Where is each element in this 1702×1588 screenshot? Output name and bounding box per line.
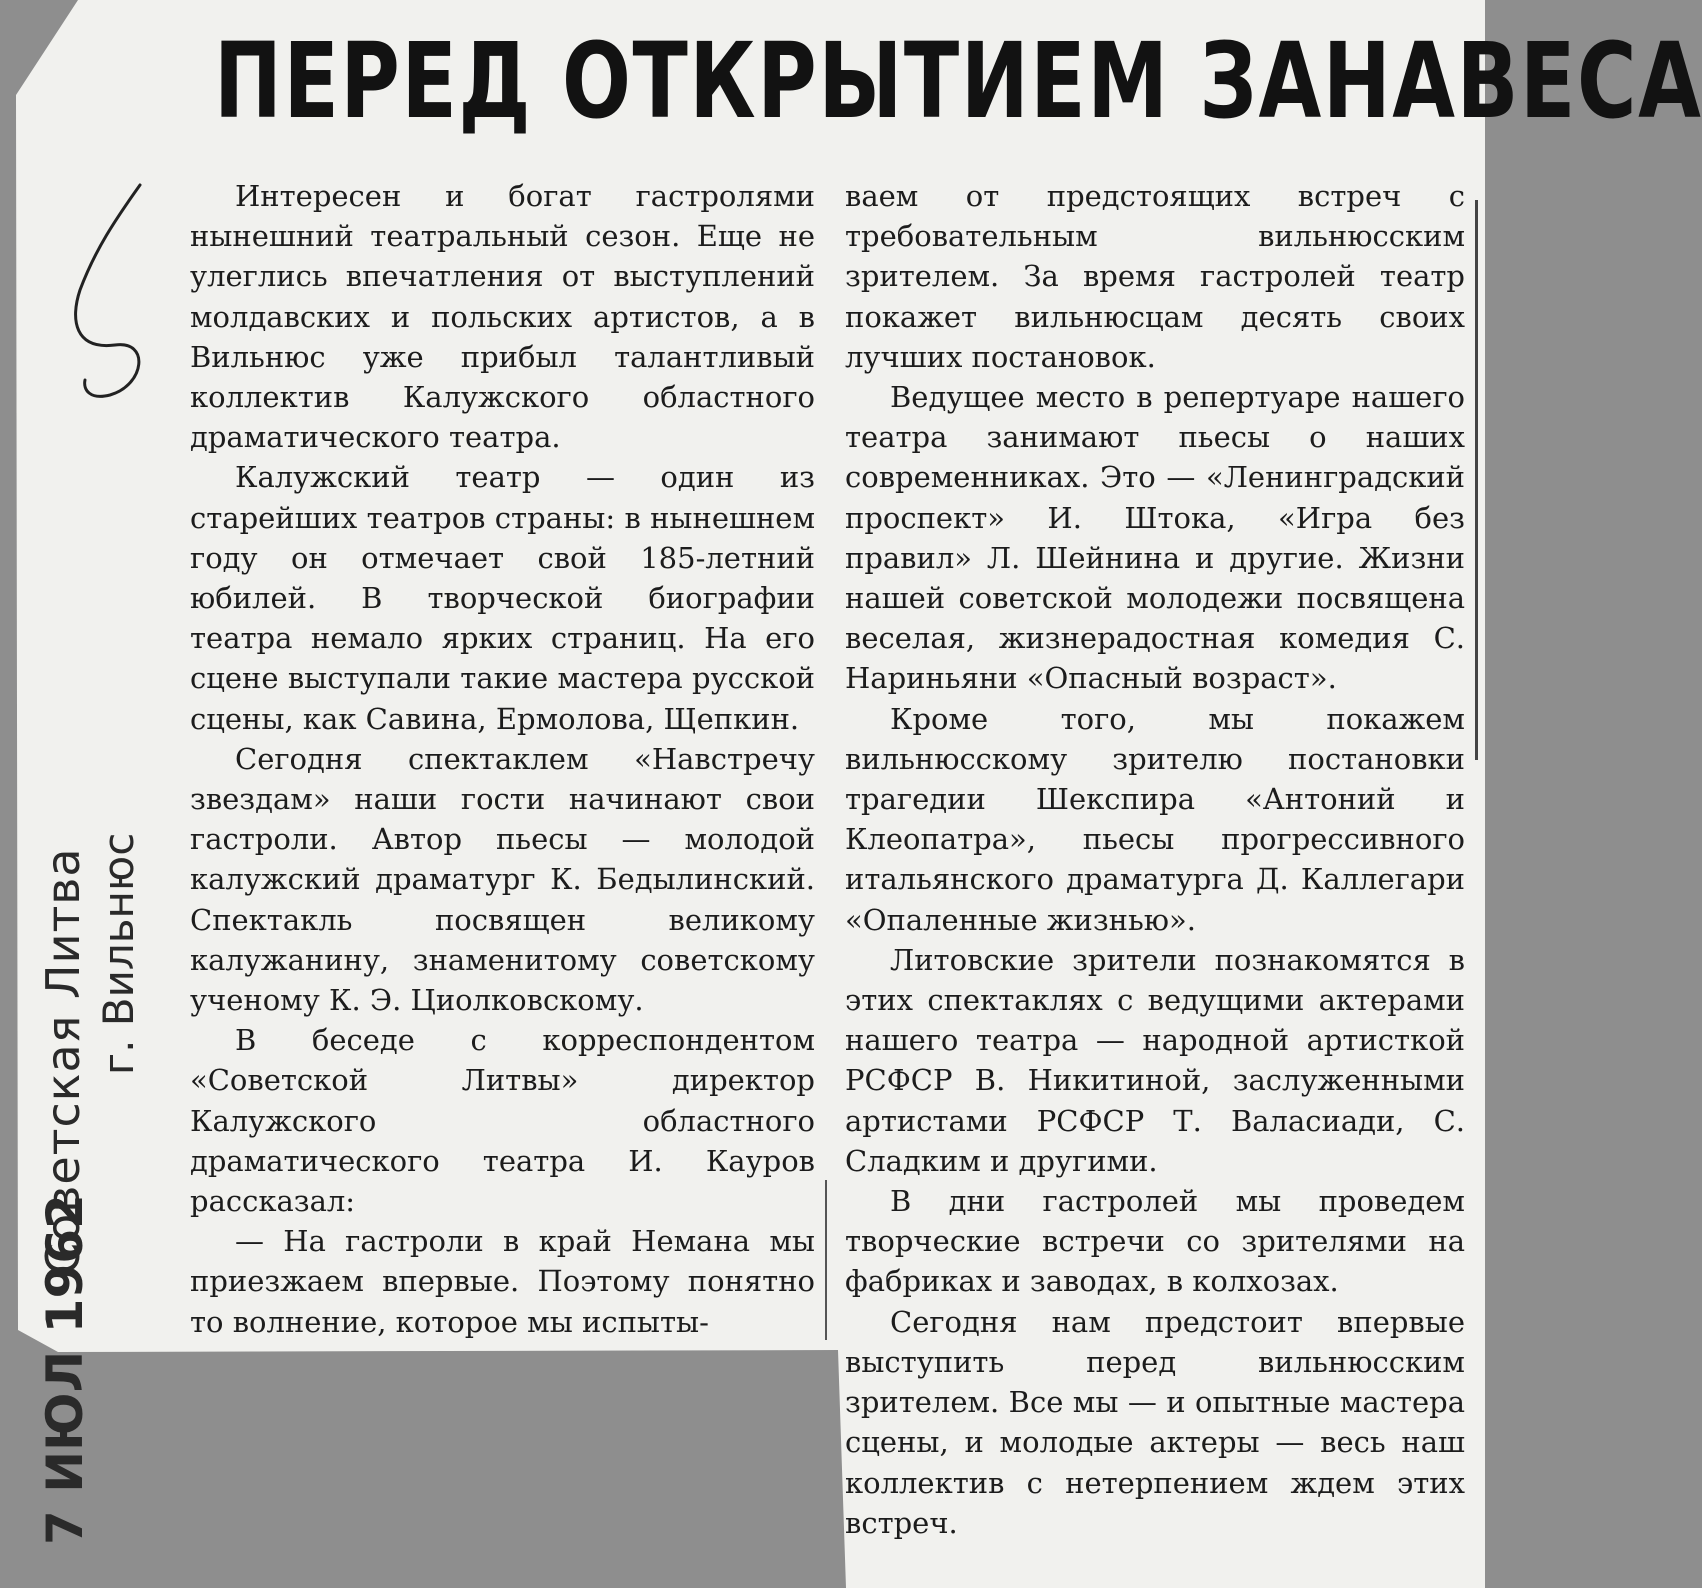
paragraph: Кроме того, мы покажем вильнюсскому зрителю постановки трагедии Шекспира «Антоний и Клеопатра», пьесы прогрессивного итальянского драматурга Д. Каллегари «Опаленные жизнью». xyxy=(845,701,1465,937)
paragraph: — На гастроли в край Немана мы приезжаем впервые. Поэтому понятно то волнение, которое мы испыты- xyxy=(190,1224,815,1339)
paragraph: В беседе с корреспондентом «Советской Литвы» директор Калужского областного драматического театра И. Кауров рассказал: xyxy=(190,1023,815,1219)
article-left-column xyxy=(190,176,815,1342)
column-divider xyxy=(825,1180,827,1340)
paragraph: Сегодня спектаклем «Навстречу звездам» наши гости начинают свои гастроли. Автор пьесы — молодой калужский драматург К. Бедылинский. Спектакль посвящен великому калужанину, знаменитому советскому ученому К. Э. Циолковскому. xyxy=(190,741,815,1018)
stamp-date: 7 ИЮЛ 1962 xyxy=(36,1194,94,1545)
clipping-edge-rule xyxy=(1475,200,1478,760)
stamp-source: Советская Литва xyxy=(36,847,90,1275)
paragraph: В дни гастролей мы проведем творческие встречи со зрителями на фабриках и заводах, в колхозах. xyxy=(845,1184,1465,1299)
paragraph: ваем от предстоящих встреч с требовательным вильнюсским зрителем. За время гастролей театр покажет вильнюсцам десять своих лучших постановок. xyxy=(845,179,1465,374)
source-stamp xyxy=(36,832,143,1545)
paragraph: Калужский театр — один из старейших театров страны: в нынешнем году он отмечает свой 185-летний юбилей. В творческой биографии театра немало ярких страниц. На его сцене выступали такие мастера русской сцены, как Савина, Ермолова, Щепкин. xyxy=(190,460,815,736)
paragraph: Интересен и богат гастролями нынешний театральный сезон. Еще не улеглись впечатления от выступлений молдавских и польских артистов, а в Вильнюс уже прибыл талантливый коллектив Калужского областного драматического театра. xyxy=(190,179,815,455)
paragraph: Сегодня нам предстоит впервые выступить перед вильнюсским зрителем. Все мы — и опытные мастера сцены, и молодые актеры — весь наш коллектив с нетерпением ждем этих встреч. xyxy=(845,1304,1465,1540)
article-title: ПЕРЕД ОТКРЫТИЕМ ЗАНАВЕСА xyxy=(214,20,1702,142)
article-right-column xyxy=(845,176,1465,1543)
handwritten-mark-icon xyxy=(55,180,155,420)
stamp-city: г. Вильнюс xyxy=(94,832,143,1075)
paragraph: Ведущее место в репертуаре нашего театра занимают пьесы о наших современниках. Это — «Ленинградский проспект» И. Штока, «Игра без правил» Л. Шейнина и другие. Жизни нашей советской молодежи посвящена веселая, жизнерадостная комедия С. Нариньяни «Опасный возраст». xyxy=(845,380,1465,696)
paragraph: Литовские зрители познакомятся в этих спектаклях с ведущими актерами нашего театра — народной артисткой РСФСР В. Никитиной, заслуженными артистами РСФСР Т. Валасиади, С. Сладким и другими. xyxy=(845,942,1465,1178)
